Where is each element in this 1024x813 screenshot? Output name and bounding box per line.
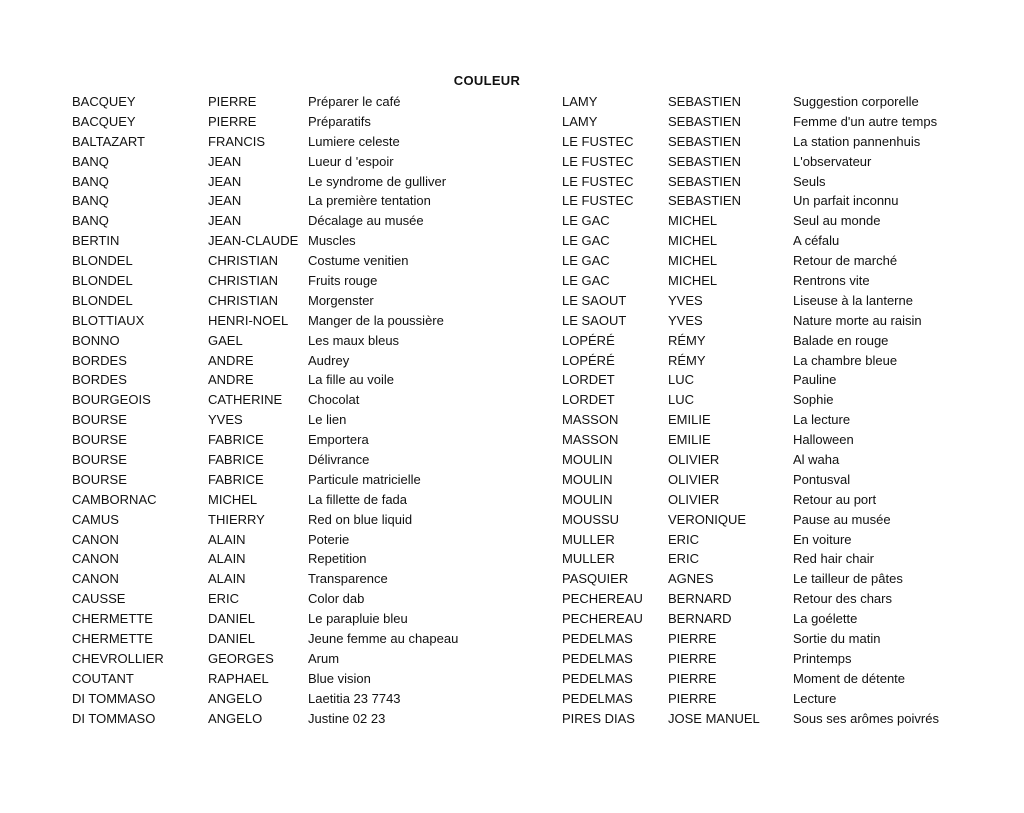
list-row <box>72 132 538 152</box>
artist-first-name: JEAN-CLAUDE <box>208 233 299 249</box>
list-row <box>72 370 538 390</box>
artist-last-name: PEDELMAS <box>562 690 633 706</box>
artist-last-name: CAUSSE <box>72 591 126 607</box>
list-row <box>562 709 993 729</box>
list-row <box>72 152 538 172</box>
artist-last-name: MULLER <box>562 531 615 547</box>
artist-first-name: MICHEL <box>668 253 718 269</box>
list-row <box>562 351 993 371</box>
artist-last-name: PEDELMAS <box>562 631 633 647</box>
artist-last-name: PASQUIER <box>562 571 629 587</box>
artist-last-name: BANQ <box>72 173 109 189</box>
artwork-title: L'observateur <box>793 153 872 169</box>
artist-first-name: SEBASTIEN <box>668 113 741 129</box>
list-row <box>562 191 993 211</box>
list-row <box>72 410 538 430</box>
artwork-title: Audrey <box>308 352 350 368</box>
artist-first-name: DANIEL <box>208 631 255 647</box>
artwork-title: Blue vision <box>308 670 371 686</box>
artwork-title: Al waha <box>793 452 840 468</box>
artist-first-name: PIERRE <box>208 94 257 109</box>
artist-first-name: FRANCIS <box>208 133 266 149</box>
list-row <box>72 351 538 371</box>
artist-first-name: RÉMY <box>668 352 706 368</box>
artwork-title: Retour au port <box>793 491 877 507</box>
artist-last-name: BLONDEL <box>72 273 133 289</box>
artist-last-name: LE GAC <box>562 213 610 229</box>
list-row <box>562 470 993 490</box>
artwork-title: La lecture <box>793 412 851 428</box>
list-row <box>72 709 538 729</box>
artwork-title: Le tailleur de pâtes <box>793 571 903 587</box>
artist-last-name: LE SAOUT <box>562 292 627 308</box>
list-row <box>72 231 538 251</box>
list-row <box>562 669 993 689</box>
list-row <box>72 271 538 291</box>
artwork-title: Le lien <box>308 412 347 428</box>
list-row <box>562 172 993 192</box>
list-row <box>562 231 993 251</box>
artwork-title: Lumiere celeste <box>308 133 400 149</box>
artist-first-name: ANDRE <box>208 352 254 368</box>
artist-last-name: LE FUSTEC <box>562 133 634 149</box>
artwork-title: La goélette <box>793 611 858 627</box>
list-row <box>562 132 993 152</box>
artist-last-name: CAMUS <box>72 511 119 527</box>
list-row <box>72 450 538 470</box>
artwork-title: Femme d'un autre temps <box>793 113 938 129</box>
artist-last-name: LE GAC <box>562 273 610 289</box>
artist-first-name: OLIVIER <box>668 452 720 468</box>
artist-first-name: RAPHAEL <box>208 670 269 686</box>
artist-last-name: BANQ <box>72 193 109 209</box>
artwork-title: La fillette de fada <box>308 491 408 507</box>
artist-first-name: SEBASTIEN <box>668 153 741 169</box>
artist-first-name: JEAN <box>208 173 242 189</box>
artist-last-name: BACQUEY <box>72 113 136 129</box>
artist-last-name: BALTAZART <box>72 133 145 149</box>
artist-last-name: CAMBORNAC <box>72 491 157 507</box>
artist-last-name: BORDES <box>72 352 127 368</box>
artwork-title: Poterie <box>308 531 350 547</box>
artist-last-name: BOURGEOIS <box>72 392 151 408</box>
list-row <box>562 510 993 530</box>
artist-first-name: EMILIE <box>668 432 711 448</box>
artwork-title: Préparatifs <box>308 113 371 129</box>
artist-first-name: HENRI-NOEL <box>208 312 289 328</box>
artwork-title: Retour de marché <box>793 253 898 269</box>
artist-last-name: BANQ <box>72 213 109 229</box>
list-row <box>72 510 538 530</box>
artist-last-name: MOUSSU <box>562 511 620 527</box>
artist-last-name: CHERMETTE <box>72 611 153 627</box>
artist-last-name: MOULIN <box>562 452 613 468</box>
artwork-title: Décalage au musée <box>308 213 424 229</box>
artwork-title: Les maux bleus <box>308 332 400 348</box>
artist-first-name: DANIEL <box>208 611 255 627</box>
artist-last-name: PEDELMAS <box>562 670 633 686</box>
list-row <box>72 629 538 649</box>
artist-first-name: MICHEL <box>668 273 718 289</box>
artist-first-name: ERIC <box>668 551 700 567</box>
artist-first-name: OLIVIER <box>668 491 720 507</box>
artist-last-name: BANQ <box>72 153 109 169</box>
list-row <box>562 92 993 112</box>
artwork-title: Fruits rouge <box>308 273 378 289</box>
artwork-title: Printemps <box>793 650 852 666</box>
artist-first-name: CHRISTIAN <box>208 292 279 308</box>
list-row <box>562 211 993 231</box>
artwork-title: Lueur d 'espoir <box>308 153 394 169</box>
artist-last-name: BLONDEL <box>72 292 133 308</box>
artwork-title: Un parfait inconnu <box>793 193 899 209</box>
artist-first-name: OLIVIER <box>668 471 720 487</box>
artist-first-name: THIERRY <box>208 511 265 527</box>
artist-first-name: RÉMY <box>668 332 706 348</box>
list-row <box>562 390 993 410</box>
artist-first-name: MICHEL <box>208 491 258 507</box>
artist-first-name: SEBASTIEN <box>668 193 741 209</box>
list-row <box>562 649 993 669</box>
list-row <box>562 530 993 550</box>
artwork-title: Sous ses arômes poivrés <box>793 710 939 726</box>
artist-last-name: CANON <box>72 531 119 547</box>
list-row <box>72 311 538 331</box>
list-row <box>562 629 993 649</box>
artist-last-name: MULLER <box>562 551 615 567</box>
list-row <box>562 370 993 390</box>
artist-first-name: VERONIQUE <box>668 511 747 527</box>
artist-first-name: CATHERINE <box>208 392 283 408</box>
artist-last-name: LAMY <box>562 94 598 109</box>
artist-last-name: BORDES <box>72 372 127 388</box>
artist-first-name: ALAIN <box>208 571 246 587</box>
artwork-title: En voiture <box>793 531 852 547</box>
artist-first-name: BERNARD <box>668 591 732 607</box>
list-row <box>562 490 993 510</box>
artist-first-name: ALAIN <box>208 551 246 567</box>
artist-first-name: FABRICE <box>208 452 264 468</box>
artwork-title: La chambre bleue <box>793 352 898 368</box>
artist-last-name: LE GAC <box>562 233 610 249</box>
artist-last-name: CANON <box>72 571 119 587</box>
artwork-title: Manger de la poussière <box>308 312 444 328</box>
list-row <box>562 589 993 609</box>
artwork-title: Pontusval <box>793 471 851 487</box>
artist-first-name: ANGELO <box>208 690 263 706</box>
list-row <box>72 172 538 192</box>
artwork-title: Sophie <box>793 392 834 408</box>
artwork-title: Sortie du matin <box>793 631 881 647</box>
list-row <box>562 450 993 470</box>
artwork-title: Nature morte au raisin <box>793 312 922 328</box>
list-row <box>72 569 538 589</box>
artist-last-name: PECHEREAU <box>562 611 643 627</box>
artist-first-name: YVES <box>208 412 243 428</box>
artist-first-name: SEBASTIEN <box>668 133 741 149</box>
list-row <box>72 589 538 609</box>
artwork-title: Suggestion corporelle <box>793 94 919 109</box>
artist-first-name: SEBASTIEN <box>668 94 741 109</box>
artist-first-name: PIERRE <box>208 113 257 129</box>
artwork-title: Costume venitien <box>308 253 409 269</box>
artist-last-name: MASSON <box>562 412 619 428</box>
artist-first-name: FABRICE <box>208 432 264 448</box>
artwork-title: Morgenster <box>308 292 374 308</box>
list-row <box>72 331 538 351</box>
artist-first-name: EMILIE <box>668 412 711 428</box>
list-row <box>72 211 538 231</box>
artist-first-name: CHRISTIAN <box>208 273 279 289</box>
artist-last-name: BOURSE <box>72 412 127 428</box>
artist-first-name: GAEL <box>208 332 243 348</box>
artwork-title: Arum <box>308 650 340 666</box>
artist-first-name: ERIC <box>668 531 700 547</box>
artwork-title: Seul au monde <box>793 213 881 229</box>
artist-first-name: JEAN <box>208 213 242 229</box>
artist-last-name: MOULIN <box>562 471 613 487</box>
artist-first-name: AGNES <box>668 571 714 587</box>
artist-last-name: CHERMETTE <box>72 631 153 647</box>
artist-first-name: JEAN <box>208 193 242 209</box>
artwork-title: Particule matricielle <box>308 471 421 487</box>
list-row <box>562 271 993 291</box>
artist-last-name: BOURSE <box>72 432 127 448</box>
list-row <box>72 291 538 311</box>
artist-last-name: BERTIN <box>72 233 120 249</box>
artist-first-name: LUC <box>668 372 695 388</box>
artist-first-name: MICHEL <box>668 213 718 229</box>
artist-last-name: CANON <box>72 551 119 567</box>
artist-last-name: BACQUEY <box>72 94 136 109</box>
artist-last-name: LE FUSTEC <box>562 173 634 189</box>
artwork-title: Le parapluie bleu <box>308 611 408 627</box>
list-row <box>72 689 538 709</box>
artwork-title: La fille au voile <box>308 372 394 388</box>
artist-last-name: PIRES DIAS <box>562 710 635 726</box>
artist-first-name: SEBASTIEN <box>668 173 741 189</box>
artwork-title: La station pannenhuis <box>793 133 921 149</box>
artwork-title: Liseuse à la lanterne <box>793 292 913 308</box>
artwork-title: A céfalu <box>793 233 840 249</box>
list-row <box>562 549 993 569</box>
artist-last-name: LE FUSTEC <box>562 153 634 169</box>
artist-first-name: ANGELO <box>208 710 263 726</box>
artist-last-name: LOPÉRÉ <box>562 332 615 348</box>
artwork-title: Muscles <box>308 233 356 249</box>
list-row <box>562 609 993 629</box>
artwork-title: Emportera <box>308 432 369 448</box>
artist-first-name: ERIC <box>208 591 240 607</box>
artist-last-name: BLOTTIAUX <box>72 312 145 328</box>
list-row <box>562 112 993 132</box>
artist-last-name: LE GAC <box>562 253 610 269</box>
artist-last-name: BOURSE <box>72 452 127 468</box>
artist-last-name: MASSON <box>562 432 619 448</box>
artist-last-name: COUTANT <box>72 670 134 686</box>
artist-first-name: ANDRE <box>208 372 254 388</box>
artwork-title: Transparence <box>308 571 388 587</box>
artist-first-name: BERNARD <box>668 611 732 627</box>
artwork-title: Chocolat <box>308 392 360 408</box>
artwork-title: Jeune femme au chapeau <box>308 631 459 647</box>
list-row <box>72 609 538 629</box>
list-row <box>562 251 993 271</box>
artist-last-name: DI TOMMASO <box>72 690 156 706</box>
list-row <box>72 649 538 669</box>
artist-last-name: LOPÉRÉ <box>562 352 615 368</box>
artist-first-name: LUC <box>668 392 695 408</box>
artist-first-name: PIERRE <box>668 690 717 706</box>
artist-last-name: MOULIN <box>562 491 613 507</box>
list-row <box>72 549 538 569</box>
artwork-title: Préparer le café <box>308 94 401 109</box>
artwork-title: Moment de détente <box>793 670 906 686</box>
artwork-title: Le syndrome de gulliver <box>308 173 447 189</box>
artist-last-name: DI TOMMASO <box>72 710 156 726</box>
list-row <box>562 410 993 430</box>
list-row <box>72 251 538 271</box>
artist-first-name: MICHEL <box>668 233 718 249</box>
left-list <box>72 92 538 729</box>
artwork-title: Balade en rouge <box>793 332 889 348</box>
artwork-title: Red hair chair <box>793 551 874 567</box>
artist-last-name: LE FUSTEC <box>562 193 634 209</box>
list-row <box>72 669 538 689</box>
list-row <box>72 112 538 132</box>
artwork-title: Délivrance <box>308 452 370 468</box>
list-row <box>72 430 538 450</box>
artist-last-name: PEDELMAS <box>562 650 633 666</box>
list-row <box>562 569 993 589</box>
list-row <box>562 311 993 331</box>
artist-last-name: BOURSE <box>72 471 127 487</box>
artwork-title: Rentrons vite <box>793 273 870 289</box>
artist-first-name: FABRICE <box>208 471 264 487</box>
artwork-title: Pause au musée <box>793 511 891 527</box>
artwork-title: Seuls <box>793 173 826 189</box>
artist-last-name: LORDET <box>562 392 615 408</box>
artist-first-name: PIERRE <box>668 631 717 647</box>
artwork-title: Red on blue liquid <box>308 511 413 527</box>
artist-last-name: LORDET <box>562 372 615 388</box>
artwork-title: Color dab <box>308 591 365 607</box>
list-row <box>72 470 538 490</box>
page-title: COULEUR <box>453 73 521 88</box>
artwork-title: Repetition <box>308 551 367 567</box>
artwork-title: Justine 02 23 <box>308 710 386 726</box>
artwork-title: Retour des chars <box>793 591 892 607</box>
artist-last-name: BONNO <box>72 332 120 348</box>
artwork-title: Lecture <box>793 690 837 706</box>
artist-first-name: YVES <box>668 292 703 308</box>
list-row <box>562 291 993 311</box>
list-row <box>72 390 538 410</box>
list-row <box>562 430 993 450</box>
list-row <box>72 490 538 510</box>
artist-first-name: YVES <box>668 312 703 328</box>
artwork-title: La première tentation <box>308 193 431 209</box>
list-row <box>72 191 538 211</box>
artwork-title: Halloween <box>793 432 854 448</box>
list-row <box>72 92 538 112</box>
artist-first-name: CHRISTIAN <box>208 253 279 269</box>
list-row <box>562 689 993 709</box>
artist-last-name: LE SAOUT <box>562 312 627 328</box>
artist-first-name: JEAN <box>208 153 242 169</box>
artist-first-name: PIERRE <box>668 650 717 666</box>
list-row <box>72 530 538 550</box>
artist-first-name: JOSE MANUEL <box>668 710 760 726</box>
right-list <box>562 92 993 729</box>
list-row <box>562 152 993 172</box>
artwork-title: Laetitia 23 7743 <box>308 690 401 706</box>
artist-first-name: GEORGES <box>208 650 274 666</box>
artist-last-name: PECHEREAU <box>562 591 643 607</box>
artwork-title: Pauline <box>793 372 837 388</box>
artist-first-name: ALAIN <box>208 531 246 547</box>
list-row <box>562 331 993 351</box>
artist-first-name: PIERRE <box>668 670 717 686</box>
artist-last-name: LAMY <box>562 113 598 129</box>
artist-last-name: BLONDEL <box>72 253 133 269</box>
artist-last-name: CHEVROLLIER <box>72 650 164 666</box>
